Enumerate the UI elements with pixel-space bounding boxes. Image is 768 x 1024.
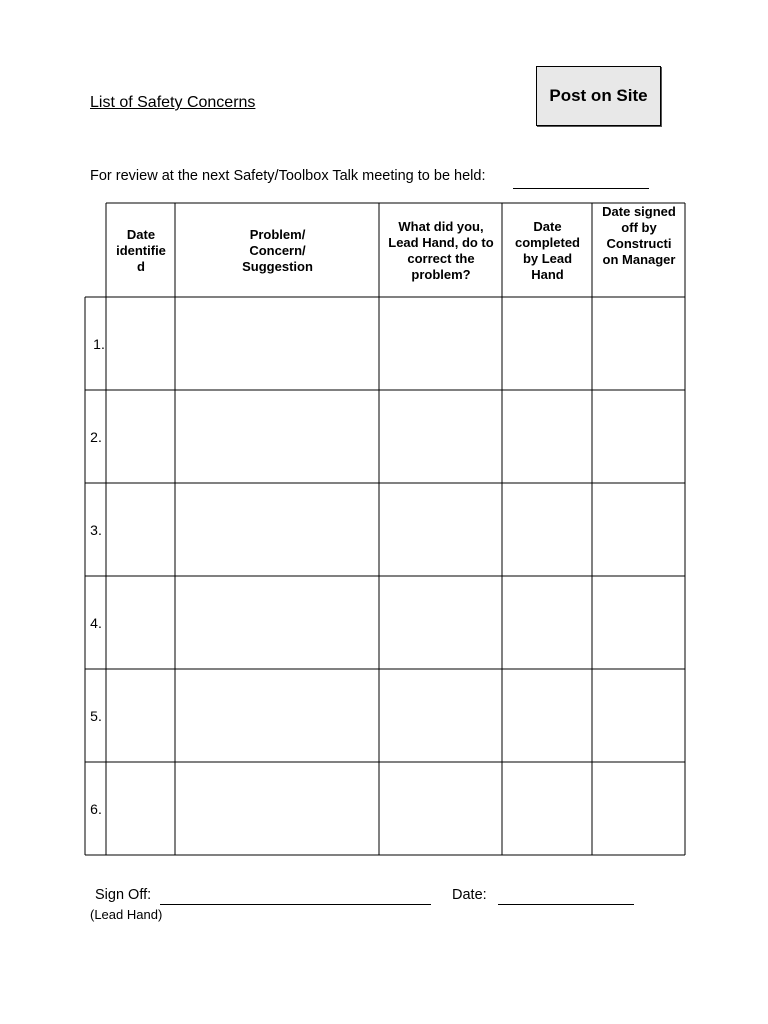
row-number: 6.: [90, 801, 102, 817]
review-text: For review at the next Safety/Toolbox Talk meeting to be held:: [90, 168, 486, 184]
row-number: 5.: [90, 708, 102, 724]
header-date-completed: Date completed by Lead Hand: [514, 218, 580, 282]
page-title: List of Safety Concerns: [90, 94, 256, 111]
row-number: 4.: [90, 615, 102, 631]
post-on-site-box: Post on Site: [536, 66, 661, 126]
date-line[interactable]: [498, 904, 634, 905]
header-date-signed-off: Date signed off by Constructi on Manager: [602, 204, 676, 267]
signoff-line[interactable]: [160, 904, 431, 905]
header-correction: What did you, Lead Hand, do to correct the problem?: [388, 218, 494, 282]
header-problem-concern: Problem/ Concern/ Suggestion: [242, 226, 313, 274]
signoff-label: Sign Off:: [95, 887, 152, 903]
header-date-identified: Date identifie d: [116, 226, 166, 274]
row-number: 3.: [90, 522, 102, 538]
date-label: Date:: [452, 887, 487, 903]
signoff-lead-hand-label: (Lead Hand): [90, 907, 163, 922]
row-number: 2.: [90, 429, 102, 445]
row-number: 1.: [93, 336, 105, 352]
